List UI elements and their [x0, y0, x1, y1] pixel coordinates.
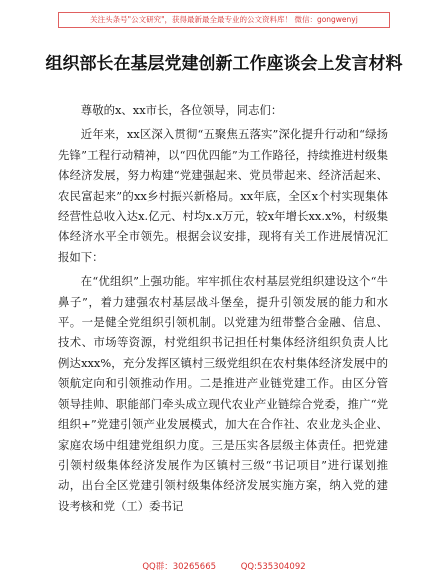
paragraph-organization: 在“优组织”上强功能。牢牢抓住农村基层党组织建设这个“牛鼻子”，着力建强农村基层战斗堡垒，提升引领发展的能力和水平。一是健全党组织引领机制。以党建为纽带整合金融、信息、技术、市场等资源，村党组织书记担任村集体经济组织负责人比例达xxx%，充分发挥区镇村三级党组织在农村集体经济发展中的领航定向和引领推动作用。二是推进产业链党建工作。由区分管领导挂帅、职能部门牵头成立现代农业产业链综合党委，推广“党组织+”党建引领产业发展模式，加大在合作社、农业龙头企业、家庭农场中组建党组织力度。三是压实各层级主体责任。把党建引领村级集体经济发展作为区镇村三级“书记项目”进行谋划推动，出台全区党建引领村级集体经济发展实施方案，纳入党的建设考核和党（工）委书记 [58, 274, 388, 513]
document-title: 组织部长在基层党建创新工作座谈会上发言材料 [45, 54, 403, 74]
footer-contact [0, 560, 448, 574]
paragraph-intro: 近年来，xx区深入贯彻“五聚焦五落实”深化提升行动和“绿扬先锋”工程行动精神，以“四优四能”为工作路径，持续推进村级集体经济发展，努力构建“党建强起来、党员带起来、经济活起来、农民富起来”的xx乡村振兴新格局。xx年底，全区x个村实现集体经营性总收入达x.亿元、村均x.x万元，较x年增长xx.x%，村级集体经济水平全市领先。根据会议安排，现将有关工作进展情况汇报如下： [58, 127, 388, 264]
footer-qq: QQ:535304092 [240, 562, 306, 572]
header-banner: 关注头条号"公文研究"，获得最新最全最专业的公文资料库！ 微信：gongwenyj [58, 12, 390, 28]
footer-qq-group: QQ群：30265665 [142, 562, 217, 572]
greeting-line: 尊敬的x、xx市长，各位领导，同志们： [80, 103, 283, 117]
document-body [58, 100, 388, 516]
